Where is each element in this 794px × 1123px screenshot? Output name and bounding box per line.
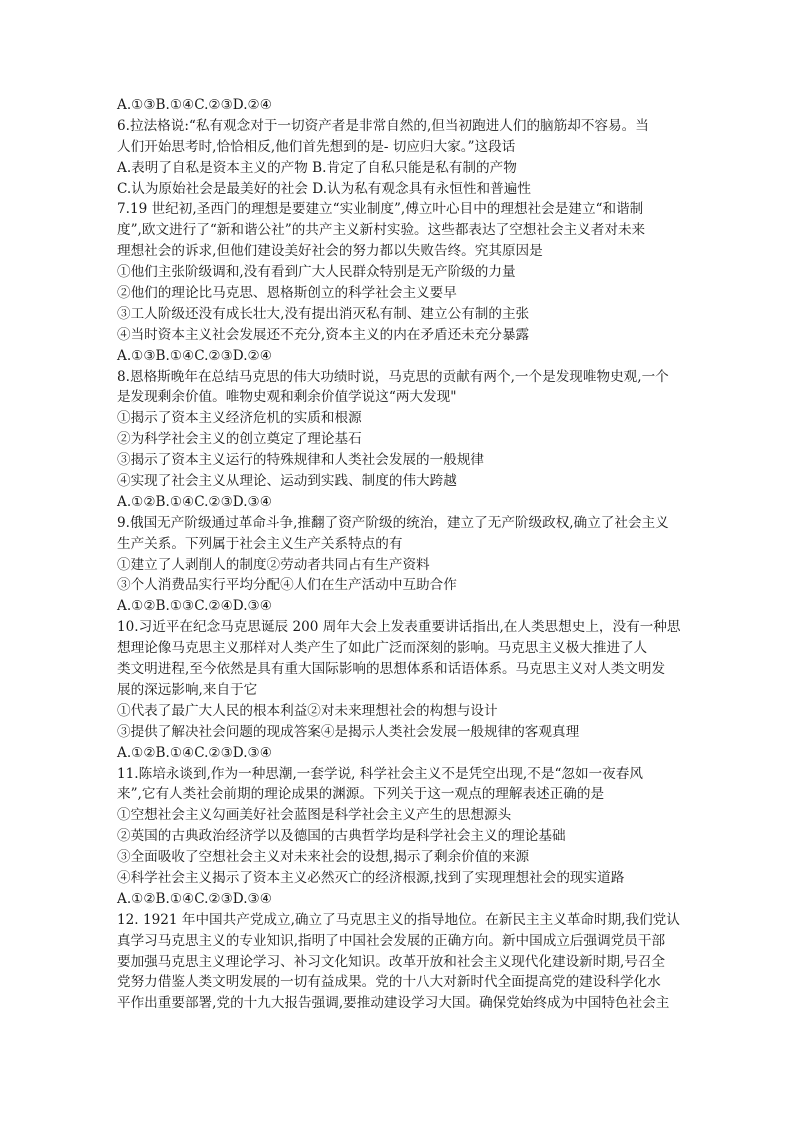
text-line: ①揭示了资本主义经济危机的实质和根源 [117, 410, 362, 427]
text-line: 党努力借鉴人类文明发展的一切有益成果。党的十八大对新时代全面提高党的建设科学化水 [117, 974, 661, 991]
text-line: 10.习近平在纪念马克思诞辰 200 周年大会上发表重要讲话指出,在人类思想史上，没有一种思 [117, 619, 681, 636]
text-line: ③个人消费品实行平均分配④人们在生产活动中互助合作 [117, 577, 457, 594]
text-line: 生产关系。下列属于社会主义生产关系特点的有 [117, 535, 403, 552]
text-line: A.①③B.①④C.②③D.②④ [117, 347, 272, 364]
text-line: ②为科学社会主义的创立奠定了理论基石 [117, 431, 362, 448]
text-line: 是发现剩余价值。唯物史观和剩余价值学说这“两大发现" [117, 389, 457, 406]
text-line: 真学习马克思主义的专业知识,指明了中国社会发展的正确方向。新中国成立后强调党员干部 [117, 932, 666, 949]
text-line: 展的深远影响,来自于它 [117, 681, 258, 698]
text-line: ①建立了人剥削人的制度②劳动者共同占有生产资料 [117, 556, 430, 573]
text-line: ①他们主张阶级调和,没有看到广大人民群众特别是无产阶级的力量 [117, 264, 516, 281]
text-line: A.①②B.①④C.②③D.③④ [117, 744, 272, 761]
text-line: ④当时资本主义社会发展还不充分,资本主义的内在矛盾还未充分暴露 [117, 326, 530, 343]
text-line: 平作出重要部署,党的十九大报告强调,要推动建设学习大国。确保党始终成为中国特色社会主 [117, 995, 670, 1012]
text-line: 人们开始思考时,恰恰相反,他们首先想到的是- 切应归大家。”这段话 [117, 138, 516, 155]
text-line: ③揭示了资本主义运行的特殊规律和人类社会发展的一般规律 [117, 452, 485, 469]
text-line: 理想社会的诉求,但他们建设美好社会的努力都以失败告终。究其原因是 [117, 243, 543, 260]
text-line: A.①②B.①④C.②③D.③④ [117, 890, 272, 907]
text-line: A.表明了自私是资本主义的产物 B.肯定了自私只能是私有制的产物 [117, 159, 517, 176]
text-line: ④科学社会主义揭示了资本主义必然灭亡的经济根源,找到了实现理想社会的现实道路 [117, 869, 625, 886]
text-line: 6.拉法格说:“私有观念对于一切资产者是非常自然的,但当初跑进人们的脑筋却不容易。当 [117, 117, 649, 134]
text-line: ②他们的理论比马克思、恩格斯创立的科学社会主义要早 [117, 285, 457, 302]
text-line: 类文明进程,至今依然是具有重大国际影响的思想体系和话语体系。马克思主义对人类文明发 [117, 661, 666, 678]
text-line: A.①③B.①④C.②③D.②④ [117, 97, 272, 113]
text-line: 来”,它有人类社会前期的理论成果的渊源。下列关于这一观点的理解表述正确的是 [117, 786, 605, 803]
text-line: 度”,欧文进行了“新和谐公社”的共产主义新村实验。这些都表达了空想社会主义者对未来 [117, 222, 646, 239]
text-line: 7.19 世纪初,圣西门的理想是要建立“实业制度”,傅立叶心目中的理想社会是建立“和谐制 [117, 201, 644, 218]
text-line: 要加强马克思主义理论学习、补习文化知识。改革开放和社会主义现代化建设新时期,号召全 [117, 953, 666, 970]
text-line: ①代表了最广大人民的根本利益②对未来理想社会的构想与设计 [117, 702, 498, 719]
text-line: A.①②B.①③C.②④D.③④ [117, 598, 272, 615]
text-line: A.①②B.①④C.②③D.③④ [117, 493, 272, 510]
text-line: ④实现了社会主义从理论、运动到实践、制度的伟大跨越 [117, 473, 457, 490]
text-line: 9.俄国无产阶级通过革命斗争,推翻了资产阶级的统治，建立了无产阶级政权,确立了社会主义 [117, 514, 669, 531]
text-line: ②英国的古典政治经济学以及德国的古典哲学均是科学社会主义的理论基础 [117, 828, 566, 845]
text-line: 8.恩格斯晚年在总结马克思的伟大功绩时说，马克思的贡献有两个,一个是发现唯物史观,一个 [117, 368, 669, 385]
text-line: ③全面吸收了空想社会主义对未来社会的设想,揭示了剩余价值的来源 [117, 849, 530, 866]
text-line: ③工人阶级还没有成长壮大,没有提出消灭私有制、建立公有制的主张 [117, 305, 530, 322]
text-line: C.认为原始社会是最美好的社会 D.认为私有观念具有永恒性和普遍性 [117, 180, 531, 197]
text-line: ①空想社会主义勾画美好社会蓝图是科学社会主义产生的思想源头 [117, 807, 512, 824]
text-line: 想理论像马克思主义那样对人类产生了如此广泛而深刻的影响。马克思主义极大推进了人 [117, 640, 648, 657]
exam-page-text [117, 95, 687, 1014]
text-line: 11.陈培永谈到,作为一种思潮,一套学说, 科学社会主义不是凭空出现,不是“忽如一夜春风 [117, 765, 643, 782]
text-line: 12. 1921 年中国共产党成立,确立了马克思主义的指导地位。在新民主主义革命时期,我们党认 [117, 911, 680, 928]
text-line: ③提供了解决社会问题的现成答案④是揭示人类社会发展一般规律的客观真理 [117, 723, 580, 740]
